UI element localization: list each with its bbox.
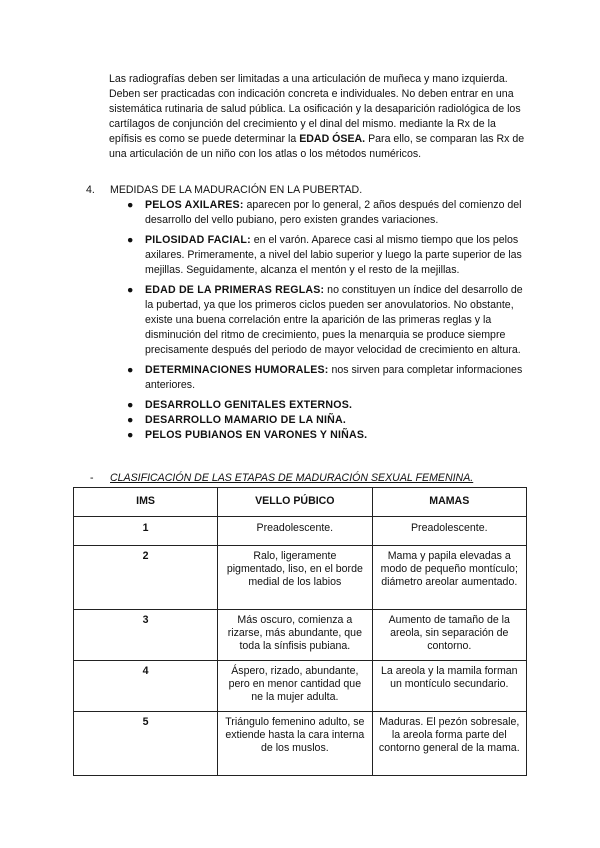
mamas-cell: La areola y la mamila forman un montículo secundario. xyxy=(372,661,526,712)
section-title: MEDIDAS DE LA MADURACIÓN EN LA PUBERTAD. xyxy=(110,184,363,196)
list-item-text: no constituyen un índice del desarrollo de la pubertad, ya que los primeros ciclos pueden ser anovulatorios. No obstante, existe una buena correlación entre la aparición de las primeras reglas y la disminución del ritmo de crecimiento, pues la menarquia se produce siempre precisamente después del periodo de mayor velocidad de crecimiento en altura. xyxy=(145,284,523,356)
table-row xyxy=(74,712,527,776)
list-item xyxy=(127,198,527,228)
table-row xyxy=(74,517,527,546)
ims-table xyxy=(73,487,527,776)
list-item xyxy=(127,428,527,443)
list-item-term: DESARROLLO MAMARIO DE LA NIÑA. xyxy=(145,414,346,426)
bullet-icon: ● xyxy=(127,284,134,296)
maturation-list xyxy=(127,198,527,443)
header-mamas: MAMAS xyxy=(372,488,526,517)
list-item-term: PILOSIDAD FACIAL: xyxy=(145,234,251,246)
section-number: 4. xyxy=(86,184,95,196)
list-item-term: PELOS AXILARES: xyxy=(145,199,244,211)
table-row xyxy=(74,661,527,712)
table-header-row xyxy=(74,488,527,517)
vello-cell: Más oscuro, comienza a rizarse, más abundante, que toda la sínfisis pubiana. xyxy=(218,610,372,661)
list-item-term: DESARROLLO GENITALES EXTERNOS. xyxy=(145,399,353,411)
ims-cell: 5 xyxy=(74,712,218,776)
list-item xyxy=(127,413,527,428)
list-item xyxy=(127,283,527,358)
intro-text-before: Las radiografías deben ser limitadas a una articulación de muñeca y mano izquierda. Deben ser practicadas con indicación concreta e individuales. No deben entrar en una sistemática rutinaria de salud pública. La osificación y la desaparición radiológica de los cartílagos de conjunción del crecimiento y el dinal del mismo. mediante la Rx de la epífisis es como se puede determinar la xyxy=(109,73,521,145)
vello-cell: Preadolescente. xyxy=(218,517,372,546)
list-item-term: DETERMINACIONES HUMORALES: xyxy=(145,364,329,376)
intro-bold-term: EDAD ÓSEA. xyxy=(299,133,366,145)
list-item xyxy=(127,233,527,278)
ims-cell: 1 xyxy=(74,517,218,546)
ims-cell: 4 xyxy=(74,661,218,712)
mamas-cell: Preadolescente. xyxy=(372,517,526,546)
intro-paragraph xyxy=(109,72,529,162)
list-item xyxy=(127,398,527,413)
header-vello-pubico: VELLO PÚBICO xyxy=(218,488,372,517)
bullet-icon: ● xyxy=(127,364,134,376)
list-item-text: nos sirven para completar informaciones anteriores. xyxy=(145,364,523,391)
list-item xyxy=(127,363,527,393)
list-item-text: en el varón. Aparece casi al mismo tiempo que los pelos axilares. Primeramente, a nivel del labio superior y luego la parte superior de las mejillas. Seguidamente, alcanza el mentón y el resto de la mejillas. xyxy=(145,234,522,276)
dash-marker: - xyxy=(90,472,94,484)
vello-cell: Triángulo femenino adulto, se extiende hasta la cara interna de los muslos. xyxy=(218,712,372,776)
bullet-icon: ● xyxy=(127,399,134,411)
ims-cell: 3 xyxy=(74,610,218,661)
vello-cell: Ralo, ligeramente pigmentado, liso, en el borde medial de los labios xyxy=(218,546,372,610)
mamas-cell: Maduras. El pezón sobresale, la areola forma parte del contorno general de la mama. xyxy=(372,712,526,776)
intro-text-after: Para ello, se comparan las Rx de una articulación de un niño con los atlas o los métodos numéricos. xyxy=(109,133,525,160)
bullet-icon: ● xyxy=(127,429,134,441)
classification-title: CLASIFICACIÓN DE LAS ETAPAS DE MADURACIÓN SEXUAL FEMENINA. xyxy=(110,472,474,484)
mamas-cell: Aumento de tamaño de la areola, sin separación de contorno. xyxy=(372,610,526,661)
ims-cell: 2 xyxy=(74,546,218,610)
list-item-text: aparecen por lo general, 2 años después del comienzo del desarrollo del vello pubiano, pero existen grandes variaciones. xyxy=(145,199,522,226)
bullet-icon: ● xyxy=(127,199,134,211)
mamas-cell: Mama y papila elevadas a modo de pequeño montículo; diámetro areolar aumentado. xyxy=(372,546,526,610)
bullet-icon: ● xyxy=(127,234,134,246)
bullet-icon: ● xyxy=(127,414,134,426)
table-row xyxy=(74,610,527,661)
classification-heading xyxy=(90,471,530,486)
table-row xyxy=(74,546,527,610)
list-item-term: EDAD DE LA PRIMERAS REGLAS: xyxy=(145,284,325,296)
list-item-term: PELOS PUBIANOS EN VARONES Y NIÑAS. xyxy=(145,429,368,441)
section-heading xyxy=(86,183,526,198)
vello-cell: Áspero, rizado, abundante, pero en menor cantidad que ne la mujer adulta. xyxy=(218,661,372,712)
header-ims: IMS xyxy=(74,488,218,517)
